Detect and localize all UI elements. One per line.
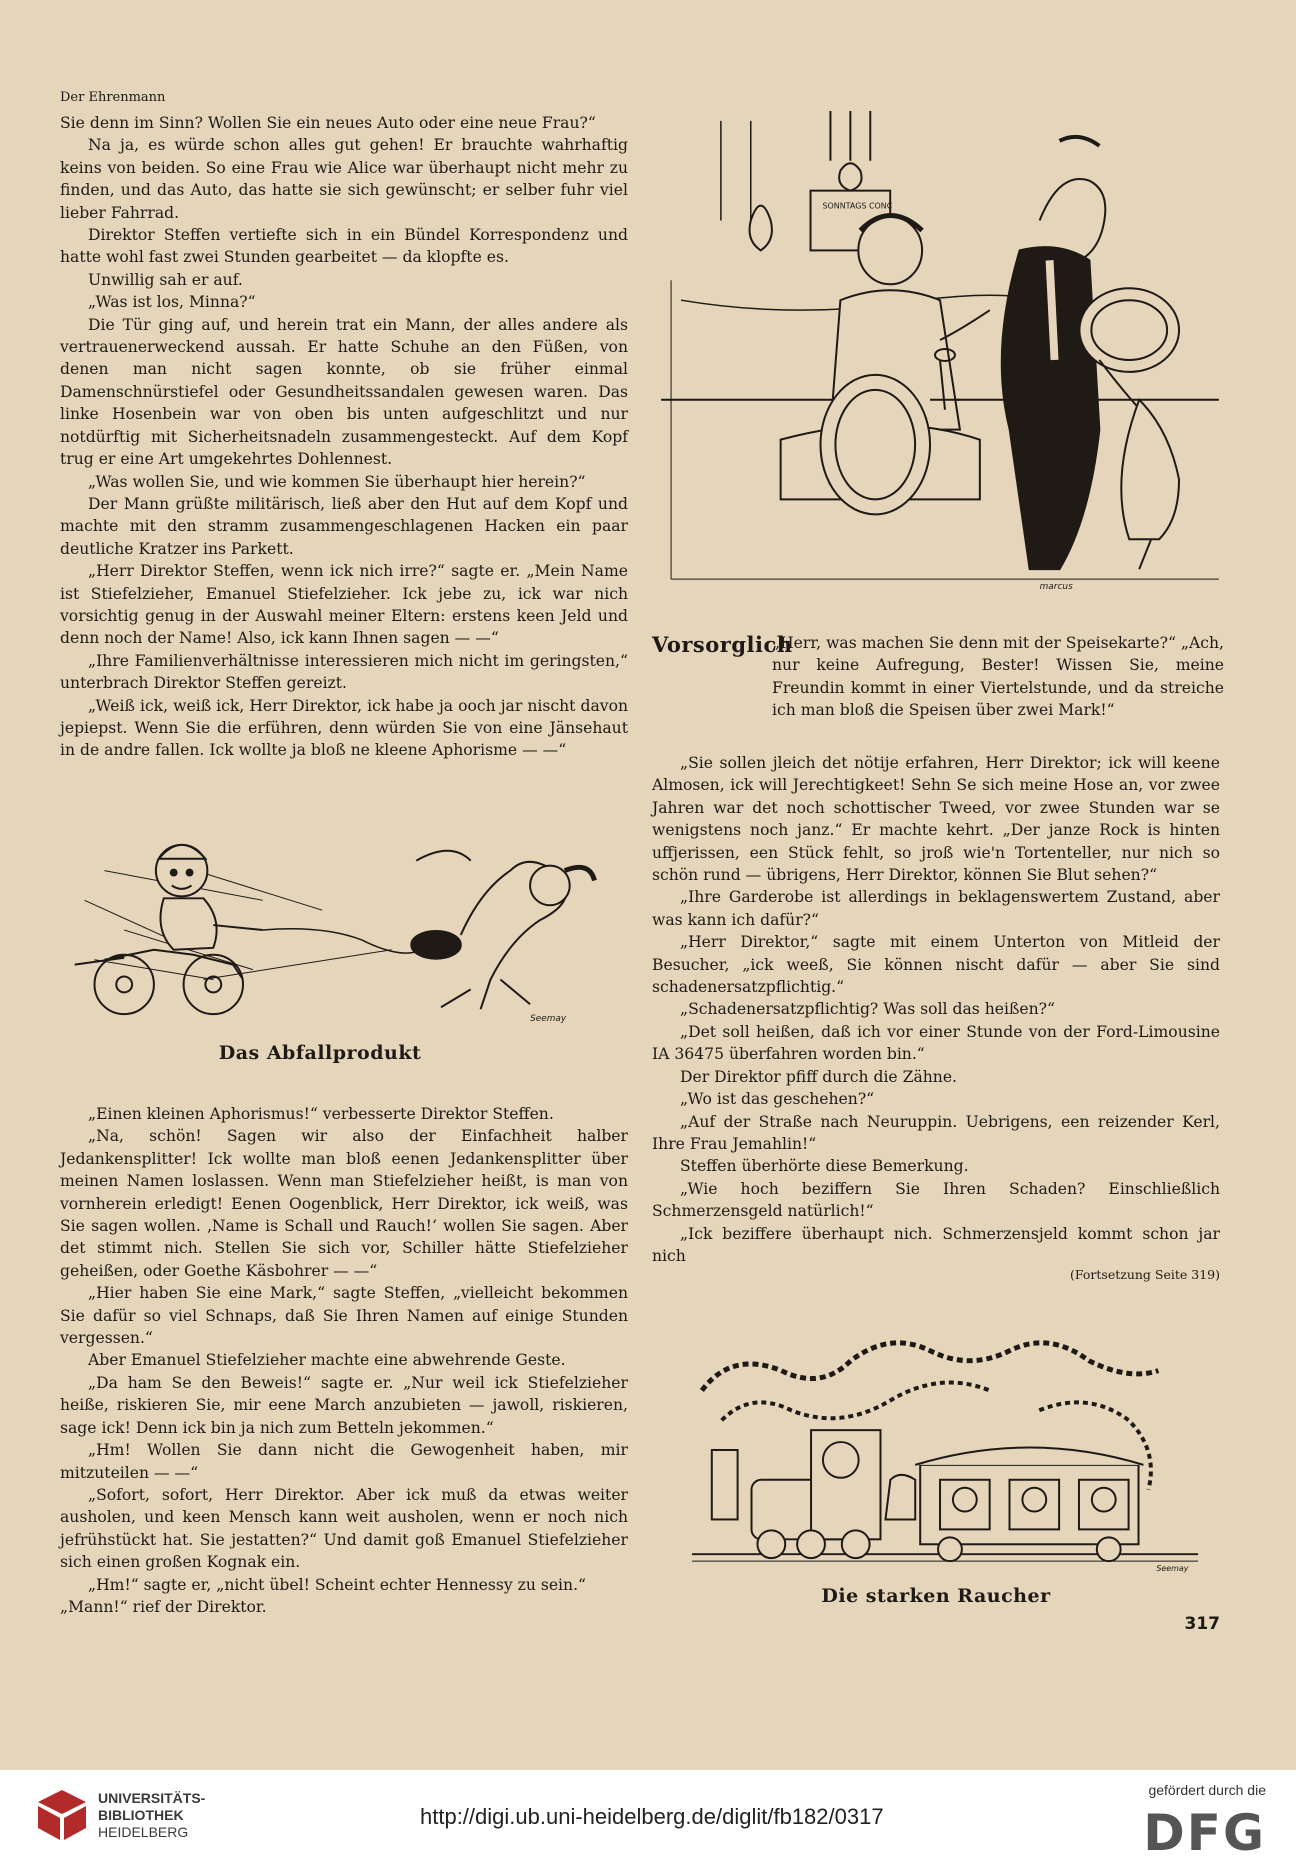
illustration-train (690, 1320, 1200, 1580)
paragraph: „Sie sollen jleich det nötije erfahren, Herr Direktor; ick will keene Almosen, ick will Jerechtigkeet! Sehn Se sich meine Hose an, vor zwee Jahren war det noch schottischer Tweed, vor zwee Stunden war se wenigstens noch janz.“ Er machte kehrt. „Der janze Rock is hinten uffjerissen, een Stück fehlt, so jroß wie'n Tortenteller, nur nich so schön rund — übrigens, Herr Direktor, können Sie Blut sehen?“ (652, 754, 1220, 885)
paragraph: „Wo ist das geschehen?“ (680, 1090, 875, 1109)
paragraph: „Ick beziffere überhaupt nich. Schmerzensjeld kommt schon jar nich (652, 1224, 1220, 1265)
paragraph: „Auf der Straße nach Neuruppin. Uebrigens, een reizender Kerl, Ihre Frau Jemahlin!“ (652, 1112, 1220, 1153)
page-number: 317 (1184, 1614, 1220, 1634)
svg-text:Seemay: Seemay (530, 1014, 567, 1025)
paragraph: „Ihre Garderobe ist allerdings in beklagenswertem Zustand, aber was kann ich dafür?“ (652, 888, 1220, 929)
paragraph: „Na, schön! Sagen wir also der Einfachheit halber Jedankensplitter! Ick wollte man bloß eenen Jedankensplitter über meinen Namen loslassen. Wenn man Stiefelzieher heißt, is man von vornherein erledigt! Eenen Oogenblick, Herr Direktor, ick weiß, was Sie sagen wollen. ‚Name is Schall und Rauch!‘ wollen Sie sagen. Aber det stimmt nich. Stellen Sie sich vor, Schiller hätte Stiefelzieher geheißen, oder Goethe Käsbohrer — —“ (60, 1127, 628, 1280)
paragraph: „Herr Direktor,“ sagte mit einem Unterton von Mitleid der Besucher, „ick weeß, Sie können nischt dafür — aber Sie sind schadenersatzpflichtig.“ (652, 933, 1220, 997)
right-column (652, 752, 1220, 1267)
paragraph: Na ja, es würde schon alles gut gehen! Er brauchte wahrhaftig keins von beiden. So eine Frau wie Alice war überhaupt nicht mehr zu finden, und das Auto, das hatte sie sich gewünscht; er selber fuhr viel lieber Fahrrad. (60, 136, 628, 222)
caption-vorsorglich: Vorsorglich (652, 632, 793, 657)
paragraph: Die Tür ging auf, und herein trat ein Mann, der alles andere als vertrauenerweckend aussah. Er hatte Schuhe an den Füßen, von denen man nicht sagen konnte, ob sie früher einmal Damenschnürstiefel oder Gesundheitssandalen gewesen waren. Das linke Hosenbein war von oben bis unten aufgeschlitzt und nur notdürftig mit Sicherheitsnadeln zusammengesteckt. Auf dem Kopf trug er eine Art umgekehrtes Dohlennest. (60, 315, 628, 469)
funded-by-label: gefördert durch die (1148, 1782, 1266, 1798)
paragraph: „Weiß ick, weiß ick, Herr Direktor, ick habe ja ooch jar nischt davon jepiepst. Wenn Sie die erführen, denn würden Sie von eine Jänsehaut in de andre fallen. Ick wollte ja bloß ne kleene Aphorisme — —“ (60, 696, 628, 760)
paragraph: „Mann!“ rief der Direktor. (60, 1597, 267, 1616)
caption-abfallprodukt: Das Abfallprodukt (218, 1042, 422, 1064)
paragraph: Der Direktor pfiff durch die Zähne. (680, 1067, 958, 1086)
footer-bar (0, 1770, 1296, 1860)
illustration-motorcycle (62, 830, 622, 1030)
illustration-restaurant (660, 100, 1220, 600)
paragraph: „Ihre Familienverhältnisse interessieren mich nicht im geringsten,“ unterbrach Direktor Steffen gereizt. (60, 651, 628, 693)
institution-line-2: BIBLIOTHEK (98, 1807, 184, 1823)
paragraph: „Hier haben Sie eine Mark,“ sagte Steffen, „vielleicht bekommen Sie dafür so viel Schnaps, daß Sie Ihren Namen auf einige Stunden vergessen.“ (60, 1284, 628, 1348)
sign-text: SONNTAGS CONC (822, 201, 893, 211)
digitization-url-link[interactable]: http://digi.ub.uni-heidelberg.de/diglit/fb182/0317 (420, 1804, 884, 1829)
paragraph: Unwillig sah er auf. (88, 270, 243, 289)
paragraph: Steffen überhörte diese Bemerkung. (680, 1157, 969, 1176)
paragraph: Der Mann grüßte militärisch, ließ aber den Hut auf dem Kopf und machte mit den stramm zusammengeschlagenen Hacken ein paar deutliche Kratzer ins Parkett. (60, 494, 628, 558)
paragraph: Sie denn im Sinn? Wollen Sie ein neues Auto oder eine neue Frau?“ (60, 114, 596, 132)
institution-line-3: HEIDELBERG (98, 1824, 189, 1840)
university-library-logo-icon (36, 1788, 88, 1842)
institution-line-1: UNIVERSITÄTS- (98, 1790, 206, 1806)
paragraph: „Hm! Wollen Sie dann nicht die Gewogenheit haben, mir mitzuteilen — —“ (60, 1441, 628, 1482)
left-column-bottom (60, 1103, 628, 1618)
dfg-logo: DFG (1143, 1804, 1266, 1860)
paragraph: „Hm!“ sagte er, „nicht übel! Scheint echter Hennessy zu sein.“ (88, 1575, 587, 1594)
caption-raucher: Die starken Raucher (821, 1585, 1051, 1607)
svg-text:Seemay: Seemay (1156, 1564, 1189, 1574)
paragraph: „Schadenersatzpflichtig? Was soll das heißen?“ (680, 1000, 1056, 1019)
svg-text:marcus: marcus (1039, 582, 1073, 593)
paragraph: Aber Emanuel Stiefelzieher machte eine abwehrende Geste. (88, 1351, 566, 1370)
paragraph: „Was ist los, Minna?“ (88, 293, 256, 312)
paragraph: „Det soll heißen, daß ich vor einer Stunde von der Ford-Limousine IA 36475 überfahren worden bin.“ (652, 1022, 1220, 1064)
paragraph: „Sofort, sofort, Herr Direktor. Aber ick muß da etwas weiter ausholen, und keen Mensch kann weit ausholen, wenn er noch nich jefrühstückt hat. Sie jestatten?“ Und damit goß Emanuel Stiefelzieher sich einen großen Kognak ein. (60, 1485, 628, 1572)
paragraph: „Herr Direktor Steffen, wenn ick nich irre?“ sagte er. „Mein Name ist Stiefelzieher, Emanuel Stiefelzieher. Ick jebe zu, ick war nich vorsichtig genug in der Auswahl meiner Eltern: erstens keen Jeld und denn noch der Name! Also, ick kann Ihnen sagen — —“ (60, 562, 628, 648)
paragraph: Direktor Steffen vertiefte sich in ein Bündel Korrespondenz und hatte wohl fast zwei Stunden gearbeitet — da klopfte es. (60, 226, 628, 267)
institution-name (98, 1790, 205, 1841)
running-head: Der Ehrenmann (60, 90, 166, 105)
continued-note: (Fortsetzung Seite 319) (1070, 1267, 1220, 1282)
paragraph: „Was wollen Sie, und wie kommen Sie überhaupt hier herein?“ (88, 472, 586, 491)
paragraph: „Wie hoch beziffern Sie Ihren Schaden? Einschließlich Schmerzensgeld natürlich!“ (652, 1179, 1220, 1221)
paragraph: „Da ham Se den Beweis!“ sagte er. „Nur weil ick Stiefelzieher heiße, riskieren Sie, mir eene March anzubieten — jawoll, riskieren, sage ick! Denn ick bin ja nich zum Betteln jekommen.“ (60, 1373, 628, 1437)
left-column-top (60, 112, 628, 762)
paragraph: „Einen kleinen Aphorismus!“ verbesserte Direktor Steffen. (88, 1105, 554, 1123)
vorsorglich-dialogue: „Herr, was machen Sie denn mit der Speisekarte?“ „Ach, nur keine Aufregung, Bester! Wissen Sie, meine Freundin kommt in einer Viertelstunde, und da streiche ich man bloß die Speisen über zwei Mark!“ (772, 634, 1224, 720)
